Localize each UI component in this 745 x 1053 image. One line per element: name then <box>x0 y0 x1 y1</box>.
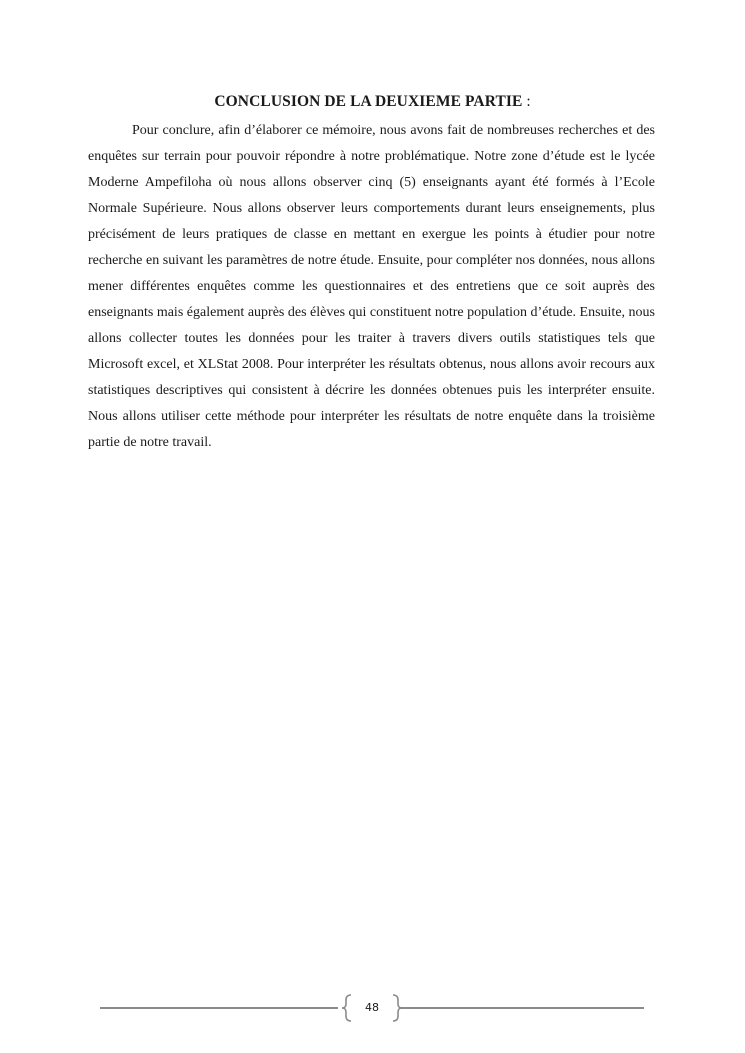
footer-rule-left <box>100 1007 338 1009</box>
body-paragraph: Pour conclure, afin d’élaborer ce mémoire, nous avons fait de nombreuses recherches et des enquêtes sur terrain pour pouvoir répondre à notre problématique. Notre zone d’étude est le lycée Moderne Ampefiloha où nous allons observer cinq (5) enseignants ayant été formés à l’Ecole Normale Supérieure. Nous allons observer leurs comportements durant leurs enseignements, plus précisément de leurs pratiques de classe en mettant en exergue les points à étudier pour notre recherche en suivant les paramètres de notre étude. Ensuite, pour compléter nos données, nous allons mener différentes enquêtes comme les questionnaires et des entretiens que ce soit auprès des enseignants mais également auprès des élèves qui constituent notre population d’étude. Ensuite, nous allons collecter toutes les données pour les traiter à travers divers outils statistiques tels que Microsoft excel, et XLStat 2008. Pour interpréter les résultats obtenus, nous allons avoir recours aux statistiques descriptives qui consistent à décrire les données obtenues puis les interpréter ensuite. Nous allons utiliser cette méthode pour interpréter les résultats de notre enquête dans la troisième partie de notre travail. <box>88 123 655 450</box>
page-number: 48 <box>365 1001 379 1014</box>
section-title-suffix: : <box>522 93 531 110</box>
page-footer <box>100 994 644 1022</box>
footer-rule-right <box>400 1007 644 1009</box>
section-heading <box>0 90 745 114</box>
section-title: CONCLUSION DE LA DEUXIEME PARTIE <box>214 93 523 110</box>
